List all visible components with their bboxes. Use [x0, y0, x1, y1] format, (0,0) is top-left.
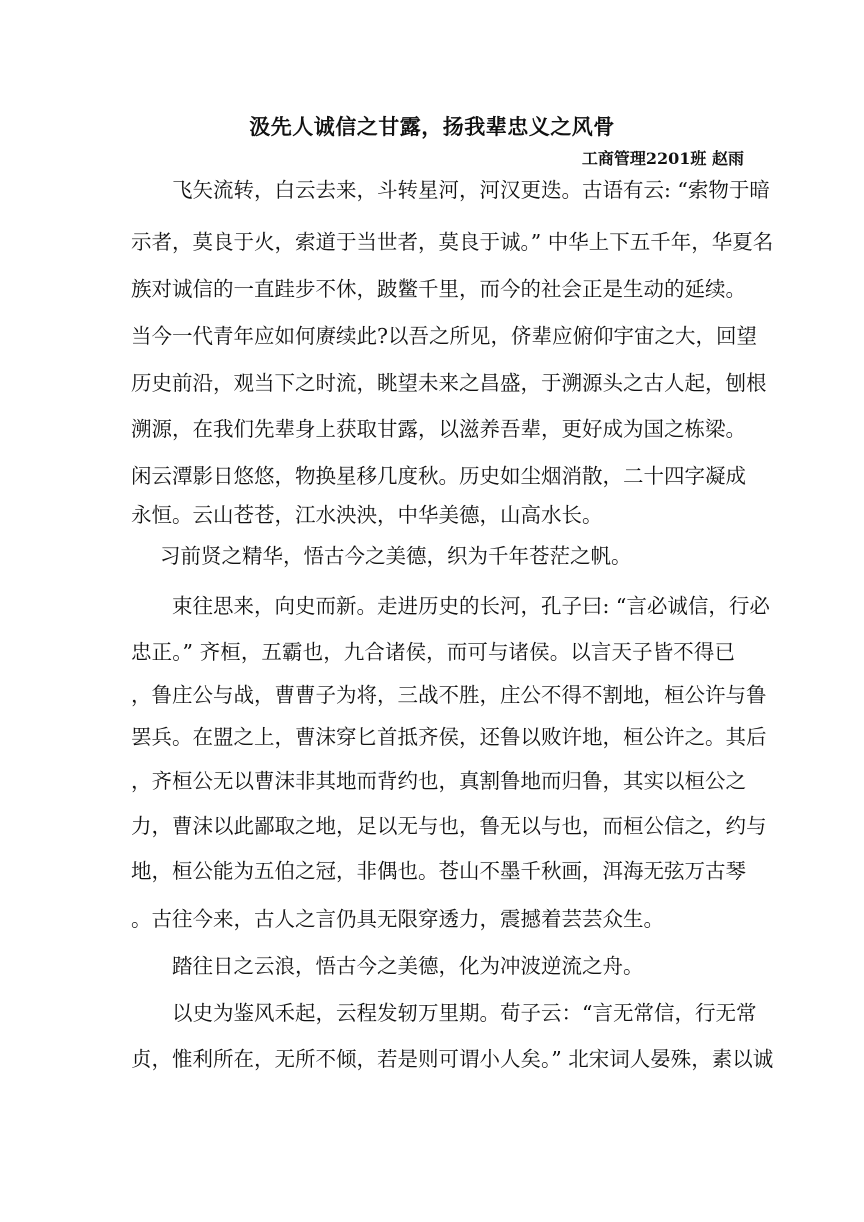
text-line: ，齐桓公无以曹沫非其地而背约也，真割鲁地而归鲁，其实以桓公之: [131, 769, 746, 793]
text-line: 永恒。云山苍苍，江水泱泱，中华美德，山高水长。: [131, 503, 603, 527]
text-line: 飞矢流转，白云去来，斗转星河，河汉更迭。古语有云: “索物于暗: [172, 178, 770, 202]
text-line: 当今一代青年应如何赓续此?以吾之所见，侪辈应俯仰宇宙之大，回望: [131, 324, 757, 348]
text-line: 。古往今来，古人之言仍具无限穿透力，震撼着芸芸众生。: [131, 907, 664, 931]
text-line: 贞，惟利所在，无所不倾，若是则可谓小人矣。” 北宋词人晏殊，素以诚: [131, 1047, 774, 1071]
text-line: ，鲁庄公与战，曹曹子为将，三战不胜，庄公不得不割地，桓公许与鲁: [131, 683, 767, 707]
text-line: 习前贤之精华，悟古今之美德，织为千年苍茫之帆。: [160, 544, 632, 568]
text-line: 踏往日之云浪，悟古今之美德，化为冲波逆流之舟。: [172, 954, 644, 978]
text-line: 闲云潭影日悠悠，物换星移几度秋。历史如尘烟消散，二十四字凝成: [131, 464, 746, 488]
text-line: 以史为鉴风禾起，云程发轫万里期。荀子云：“言无常信，行无常: [172, 1001, 757, 1025]
text-line: 力，曹沫以此鄙取之地，足以无与也，鲁无以与也，而桓公信之，约与: [131, 814, 767, 838]
author-line: 工商管理2201班 赵雨: [581, 149, 744, 168]
text-line: 地，桓公能为五伯之冠，非偶也。苍山不墨千秋画，洱海无弦万古琴: [131, 859, 746, 883]
text-line: 束往思来，向史而新。走进历史的长河，孔子曰: “言必诚信，行必: [172, 594, 770, 618]
text-line: 示者，莫良于火，索道于当世者，莫良于诚。” 中华上下五千年，华夏名: [131, 230, 774, 254]
text-line: 忠正。” 齐桓，五霸也，九合诸侯，而可与诸侯。以言天子皆不得已: [131, 640, 735, 664]
text-line: 罢兵。在盟之上，曹沫穿匕首抵齐侯，还鲁以败许地，桓公许之。其后: [131, 725, 767, 749]
text-line: 族对诚信的一直跬步不休，跛鳖千里，而今的社会正是生动的延续。: [131, 277, 746, 301]
text-line: 溯源，在我们先辈身上获取甘露，以滋养吾辈，更好成为国之栋梁。: [131, 417, 746, 441]
text-line: 历史前沿，观当下之时流，眺望未来之昌盛，于溯源头之古人起，刨根: [131, 371, 767, 395]
essay-title: 汲先人诚信之甘露，扬我辈忠义之风骨: [249, 114, 615, 139]
